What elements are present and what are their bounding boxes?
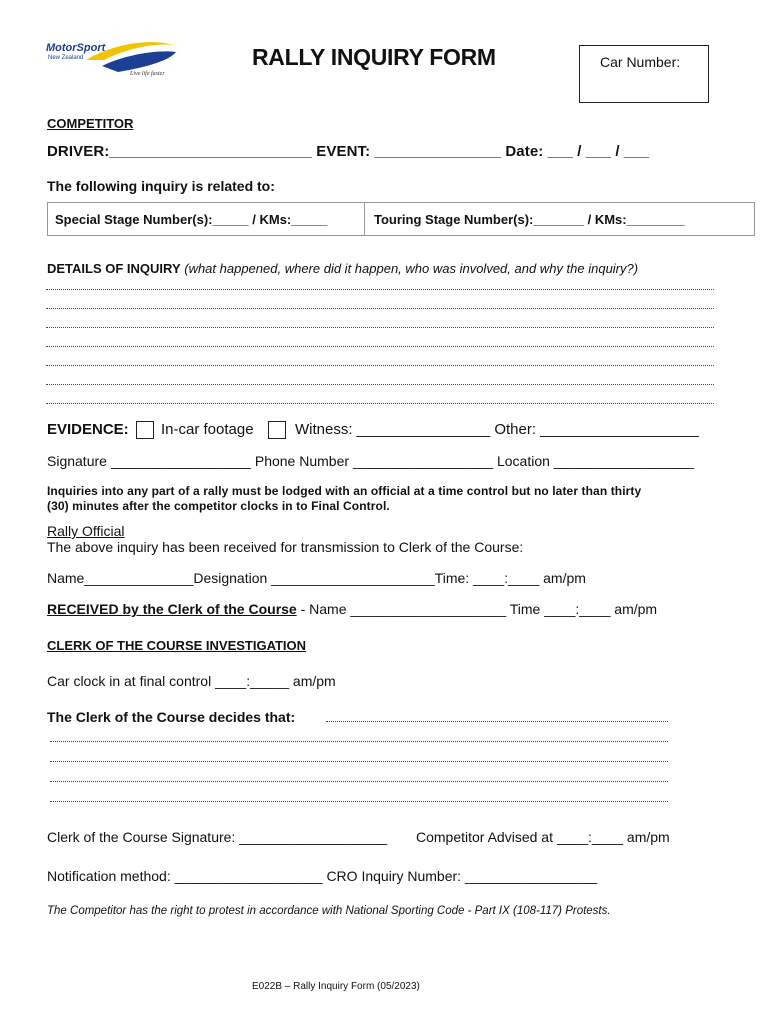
received-by-fields[interactable]: - Name ____________________ Time ____:____ am/pm — [296, 601, 658, 617]
competitor-advised-line[interactable]: Competitor Advised at ____:____ am/pm — [416, 829, 670, 845]
form-title: RALLY INQUIRY FORM — [252, 44, 496, 70]
evidence-label: EVIDENCE: — [47, 421, 129, 438]
details-hint: (what happened, where did it happen, who was involved, and why the inquiry?) — [180, 261, 639, 276]
special-stage-field[interactable]: Special Stage Number(s):_____ / KMs:_____ — [55, 212, 328, 227]
clerk-signature-line[interactable]: Clerk of the Course Signature: ___________________ — [47, 829, 388, 845]
competitor-heading: COMPETITOR — [47, 116, 134, 131]
logo-text: MotorSport — [46, 42, 106, 54]
decision-line[interactable] — [326, 721, 668, 722]
stage-divider — [364, 203, 365, 235]
details-line[interactable] — [46, 289, 714, 290]
received-by-line[interactable] — [47, 601, 657, 617]
touring-stage-field[interactable]: Touring Stage Number(s):_______ / KMs:________ — [374, 212, 685, 227]
received-transmission-text: The above inquiry has been received for transmission to Clerk of the Course: — [47, 539, 524, 555]
decides-label: The Clerk of the Course decides that: — [47, 709, 296, 725]
investigation-heading: CLERK OF THE COURSE INVESTIGATION — [47, 638, 307, 653]
details-line[interactable] — [46, 365, 714, 366]
notification-cro-line[interactable]: Notification method: ___________________ CRO Inquiry Number: _________________ — [47, 868, 598, 884]
details-line[interactable] — [46, 308, 714, 309]
logo-subtext: New Zealand — [48, 55, 84, 61]
decision-line[interactable] — [50, 781, 668, 782]
details-line[interactable] — [46, 403, 714, 404]
car-clock-line[interactable]: Car clock in at final control ____:_____ am/pm — [47, 673, 336, 689]
details-heading: DETAILS OF INQUIRY — [47, 261, 181, 276]
received-by-label: RECEIVED by the Clerk of the Course — [47, 601, 297, 617]
notice-line-1: Inquiries into any part of a rally must be lodged with an official at a time control but no later than thirty — [47, 484, 642, 498]
inquiry-related-label: The following inquiry is related to: — [47, 178, 275, 194]
details-line[interactable] — [46, 346, 714, 347]
car-number-box[interactable] — [579, 45, 709, 103]
footer-form-code: E022B – Rally Inquiry Form (05/2023) — [252, 981, 420, 992]
decision-line[interactable] — [50, 801, 668, 802]
incar-footage-label: In-car footage — [161, 421, 254, 438]
stage-table — [47, 202, 755, 236]
witness-checkbox[interactable] — [268, 421, 286, 439]
name-designation-time-line[interactable]: Name______________Designation _____________________Time: ____:____ am/pm — [47, 570, 586, 586]
witness-other-line[interactable]: Witness: ________________ Other: ___________________ — [295, 421, 699, 438]
protest-note: The Competitor has the right to protest in accordance with National Sporting Code - Part IX (108-117) Protests. — [47, 905, 611, 917]
notice-line-2: (30) minutes after the competitor clocks in to Final Control. — [47, 499, 390, 513]
details-heading-line — [47, 261, 638, 276]
incar-footage-checkbox[interactable] — [136, 421, 154, 439]
signature-phone-location-line[interactable]: Signature __________________ Phone Number __________________ Location __________________ — [47, 453, 694, 469]
driver-event-date-line[interactable]: DRIVER:________________________ EVENT: _______________ Date: ___ / ___ / ___ — [47, 143, 650, 160]
motorsport-nz-logo — [46, 38, 181, 83]
rally-official-heading: Rally Official — [47, 523, 125, 539]
car-number-label: Car Number: — [600, 54, 681, 70]
decision-line[interactable] — [50, 741, 668, 742]
details-line[interactable] — [46, 327, 714, 328]
decision-line[interactable] — [50, 761, 668, 762]
logo-tagline: Live life faster — [130, 71, 165, 77]
details-line[interactable] — [46, 384, 714, 385]
